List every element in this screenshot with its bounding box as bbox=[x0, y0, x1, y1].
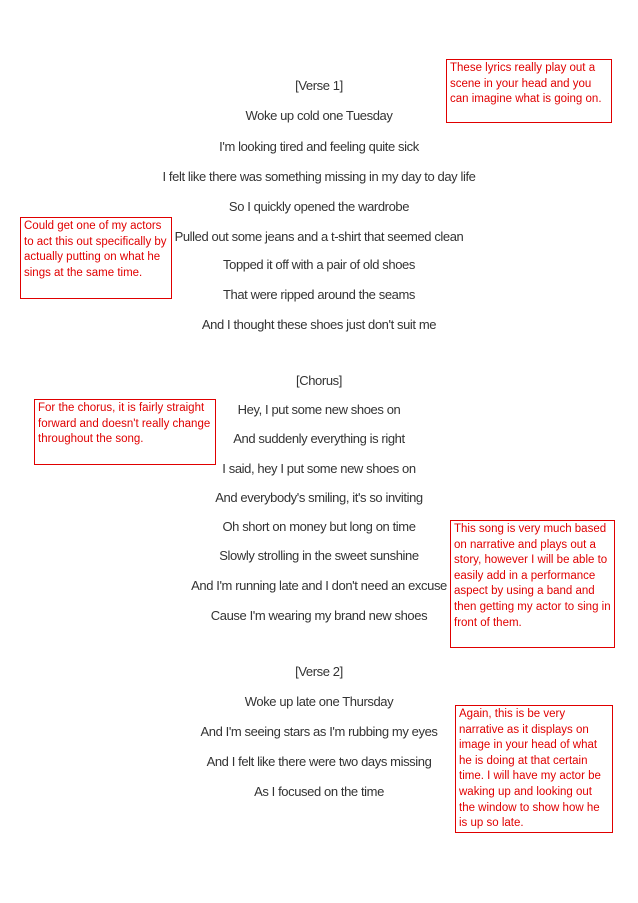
annotation-again: Again, this is be very narrative as it displays on image in your head of what he is doing at that certain time. I will have my actor be waking up and looking out the window to show how he is up so late. bbox=[455, 705, 613, 833]
lyric-line: Woke up cold one Tuesday bbox=[245, 108, 393, 123]
lyric-line: Cause I'm wearing my brand new shoes bbox=[210, 608, 428, 623]
lyric-line: Topped it off with a pair of old shoes bbox=[223, 257, 415, 272]
lyric-line: Pulled out some jeans and a t-shirt that seemed clean bbox=[174, 229, 464, 244]
lyric-line: And I'm running late and I don't need an excuse bbox=[191, 578, 447, 593]
annotation-scene: These lyrics really play out a scene in your head and you can imagine what is going on. bbox=[446, 59, 612, 123]
verse1-heading: [Verse 1] bbox=[295, 78, 343, 93]
lyric-line: Slowly strolling in the sweet sunshine bbox=[219, 548, 419, 563]
lyric-line: I said, hey I put some new shoes on bbox=[222, 461, 416, 476]
verse2-heading: [Verse 2] bbox=[295, 664, 343, 679]
annotation-chorus: For the chorus, it is fairly straight forward and doesn't really change throughout the song. bbox=[34, 399, 216, 465]
lyric-line: So I quickly opened the wardrobe bbox=[228, 199, 410, 214]
lyric-line: And I felt like there were two days missing bbox=[206, 754, 432, 769]
lyric-line: And I'm seeing stars as I'm rubbing my eyes bbox=[200, 724, 438, 739]
lyric-line: Oh short on money but long on time bbox=[222, 519, 416, 534]
lyric-line: Woke up late one Thursday bbox=[244, 694, 394, 709]
annotation-actors: Could get one of my actors to act this out specifically by actually putting on what he sings at the same time. bbox=[20, 217, 172, 299]
lyric-line: I felt like there was something missing in my day to day life bbox=[162, 169, 476, 184]
lyric-line: And I thought these shoes just don't suit me bbox=[201, 317, 437, 332]
chorus-heading: [Chorus] bbox=[296, 373, 342, 388]
lyric-line: And suddenly everything is right bbox=[233, 431, 405, 446]
annotation-narrative: This song is very much based on narrative and plays out a story, however I will be able to easily add in a performance aspect by using a band and then getting my actor to sing in front of them. bbox=[450, 520, 615, 648]
lyric-line: That were ripped around the seams bbox=[222, 287, 416, 302]
lyric-line: Hey, I put some new shoes on bbox=[237, 402, 401, 417]
lyric-line: And everybody's smiling, it's so inviting bbox=[215, 490, 423, 505]
lyric-line: As I focused on the time bbox=[254, 784, 384, 799]
lyric-line: I'm looking tired and feeling quite sick bbox=[219, 139, 419, 154]
